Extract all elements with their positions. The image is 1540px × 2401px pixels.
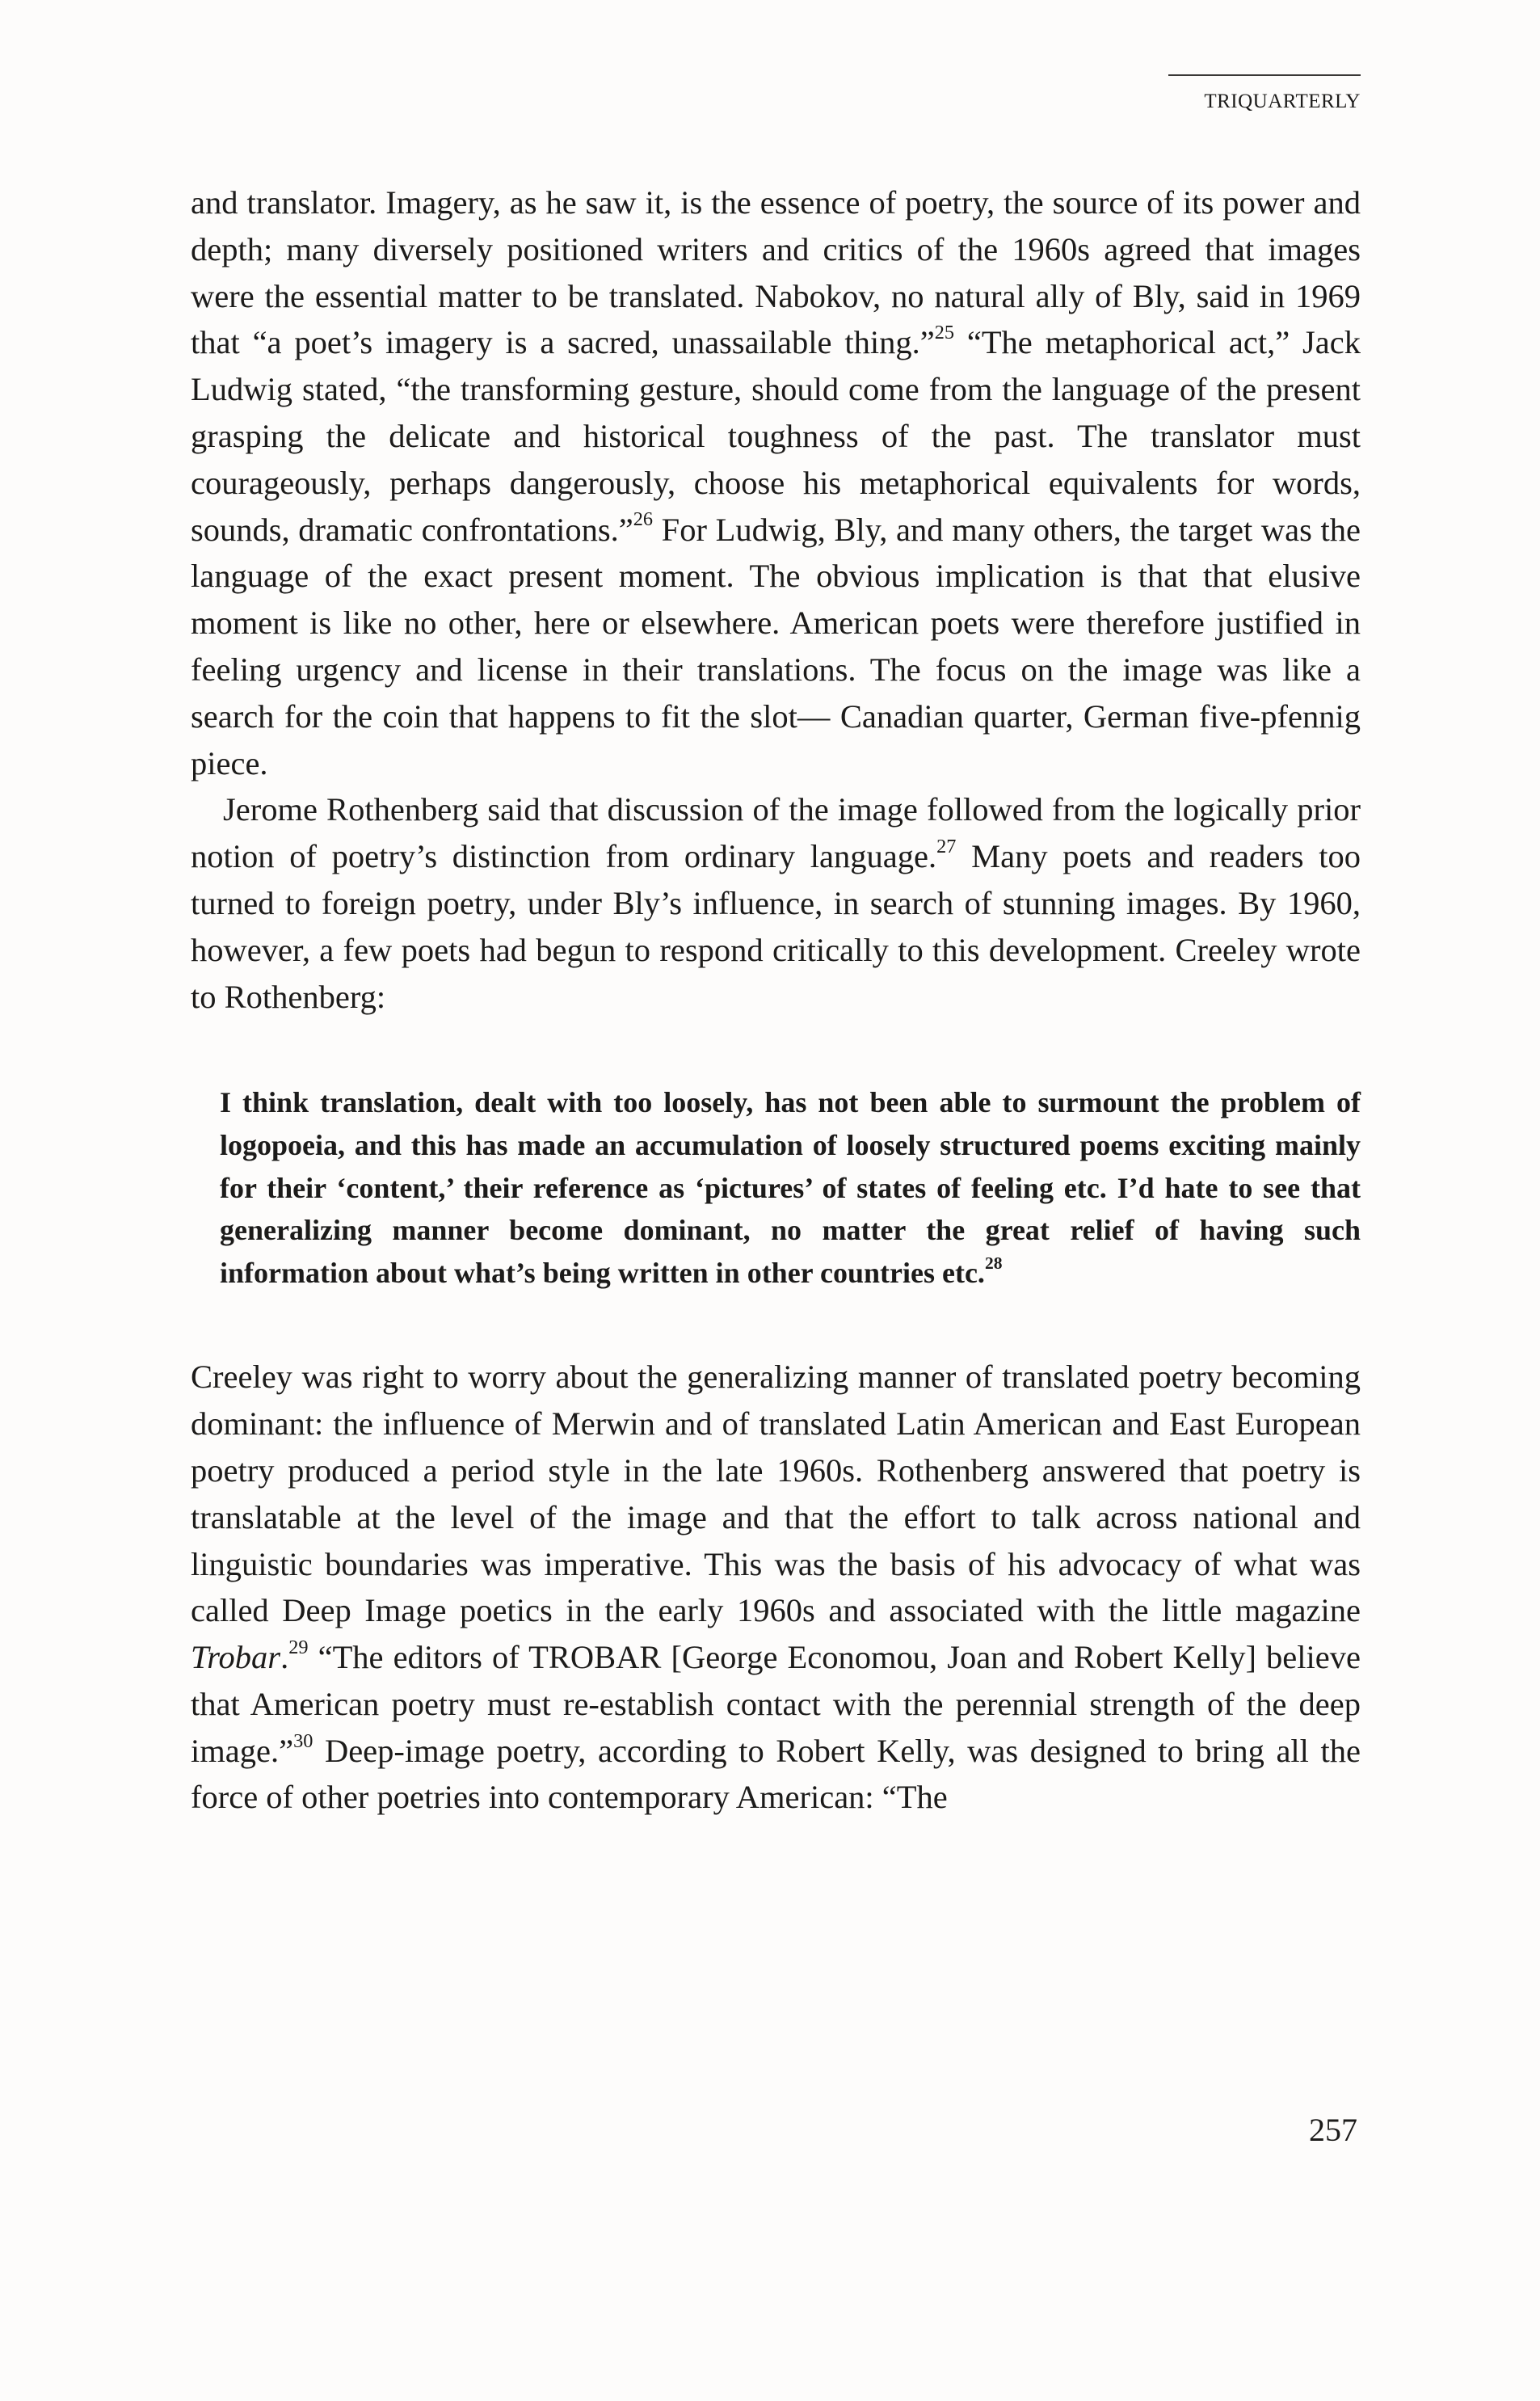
page-number: 257: [1309, 2112, 1357, 2148]
paragraph-3-text-b: .: [280, 1639, 289, 1676]
paragraph-2: [191, 786, 1361, 1020]
paragraph-2-text-a: Jerome Rothenberg said that discussion of the image followed from the logically prior notion of poetry’s distinction from ordinary language.: [191, 791, 1361, 875]
paragraph-3: [191, 1354, 1361, 1821]
magazine-title-italic: Trobar: [191, 1639, 281, 1676]
footnote-ref-29: 29: [288, 1636, 309, 1658]
paragraph-3-text-c: “The editors of TROBAR [George Economou, Joan and Robert Kelly] believe that American poetry must re-establish contact with the perennial strength of the deep image.”: [191, 1639, 1361, 1769]
footnote-ref-26: 26: [633, 508, 653, 531]
paragraph-2-text-b: Many poets and readers too turned to foreign poetry, under Bly’s influence, in search of stunning images. By 1960, however, a few poets had begun to respond critically to this development. Creeley wrote to Rothenberg:: [191, 838, 1361, 1015]
paragraph-3-text-d: Deep-image poetry, according to Robert Kelly, was designed to bring all the force of other poetries into contemporary American: “The: [191, 1732, 1361, 1816]
footnote-ref-27: 27: [936, 836, 957, 858]
running-head: TRIQUARTERLY: [1204, 91, 1361, 112]
page-body: [191, 179, 1361, 1821]
paragraph-3-text-a: Creeley was right to worry about the generalizing manner of translated poetry becoming dominant: the influence of Merwin and of translated Latin American and East European poetry produced a period style in the late 1960s. Rothenberg answered that poetry is translatable at the level of the image and that the effort to talk across national and linguistic boundaries was imperative. This was the basis of his advocacy of what was called Deep Image poetics in the early 1960s and associated with the little magazine: [191, 1358, 1361, 1629]
footnote-ref-30: 30: [293, 1729, 313, 1752]
footnote-ref-25: 25: [934, 322, 954, 344]
block-quote-text: I think translation, dealt with too loosely, has not been able to surmount the problem of logopoeia, and this has made an accumulation of loosely structured poems exciting mainly for their ‘content,’ their reference as ‘pictures’ of states of feeling etc. I’d hate to see that generalizing manner become dominant, no matter the great relief of having such information about what’s being written in other countries etc.: [220, 1086, 1361, 1289]
header-rule: [1168, 74, 1361, 76]
paragraph-1-text-a: and translator. Imagery, as he saw it, is the essence of poetry, the source of its power and depth; many diversely positioned writers and critics of the 1960s agreed that images were the essential matter to be translated. Nabokov, no natural ally of Bly, said in 1969 that “a poet’s imagery is a sacred, unassailable thing.”: [191, 184, 1361, 361]
paragraph-1: [191, 179, 1361, 786]
footnote-ref-28: 28: [984, 1253, 1003, 1274]
block-quote: [220, 1081, 1361, 1294]
paragraph-1-text-c: For Ludwig, Bly, and many others, the target was the language of the exact present moment. The obvious implication is that that elusive moment is like no other, here or elsewhere. American poets were therefore justified in feeling urgency and license in their translations. The focus on the image was like a search for the coin that happens to fit the slot— Canadian quarter, German five-pfennig piece.: [191, 511, 1361, 781]
paragraph-1-text-b: “The metaphorical act,” Jack Ludwig stated, “the transforming gesture, should come from the language of the present grasping the delicate and historical toughness of the past. The translator must courageously, perhaps dangerously, choose his metaphorical equivalents for words, sounds, dramatic confrontations.”: [191, 324, 1361, 548]
